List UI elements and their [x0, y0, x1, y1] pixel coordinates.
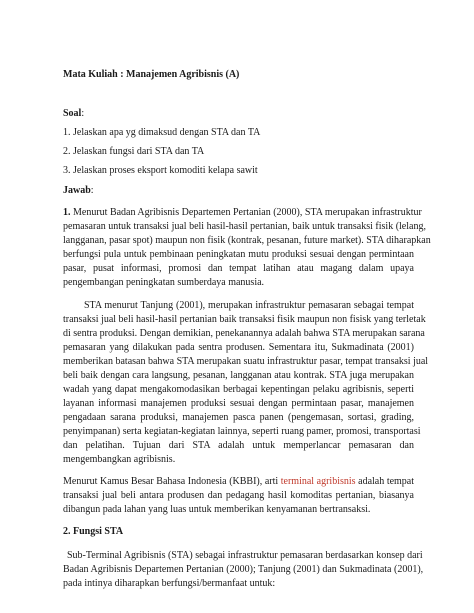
paragraph-line: transaksi jual beli antara produsen dan pedagang hasil komoditas pertanian, biasanya — [63, 490, 414, 501]
paragraph-text: adalah tempat — [358, 476, 415, 487]
soal-label: Soal — [63, 108, 82, 119]
paragraph-line: layanan informasi manajemen produksi sesuai dengan permintaan pasar, manajemen — [63, 398, 414, 409]
jawab-label: Jawab — [63, 185, 91, 196]
paragraph-line — [63, 476, 414, 488]
question-item: 2. Jelaskan fungsi dari STA dan TA — [63, 146, 205, 157]
paragraph-line: Sub-Terminal Agribisnis (STA) sebagai infrastruktur pemasaran berdasarkan konsep dari — [67, 550, 423, 561]
paragraph-line: pengembangan peningkatan sumberdaya manusia. — [63, 277, 265, 288]
course-title: Mata Kuliah : Manajemen Agribisnis (A) — [63, 69, 240, 80]
paragraph-line: memberikan batasan bahwa STA merupakan suatu infrastruktur pasar, tempat transaksi jual — [63, 356, 429, 367]
question-item: 1. Jelaskan apa yg dimaksud dengan STA dan TA — [63, 127, 261, 138]
soal-colon: : — [81, 108, 85, 119]
paragraph-line: Badan Agribisnis Departemen Pertanian (2000); Tanjung (2001) dan Sukmadinata (2001), — [63, 564, 424, 575]
paragraph-line: pengadaan sarana produksi, manajemen pasca panen (pengemasan, sortasi, grading, — [63, 412, 414, 423]
paragraph-line: pada intinya diharapkan berfungsi/bermanfaat untuk: — [63, 578, 276, 589]
paragraph-line — [63, 207, 422, 219]
paragraph-line: transaksi jual beli hasil-hasil pertanian baik transaksi fisik maupun non fisisk yang terletak — [63, 314, 426, 325]
paragraph-line: beli baik dengan cara langsung, pesanan, langganan atau kontrak. STA juga merupakan — [63, 370, 414, 381]
paragraph-line: STA menurut Tanjung (2001), merupakan infrastruktur pemasaran sebagai tempat — [84, 300, 414, 311]
paragraph-line: dibangun pada lahan yang luas untuk memberikan kenyamanan bertransaksi. — [63, 504, 371, 515]
paragraph-line: berfungsi pula untuk pembinaan peningkatan mutu produksi sesuai dengan permintaan — [63, 249, 414, 260]
paragraph-text: Menurut Kamus Besar Bahasa Indonesia (KBBI), arti — [63, 476, 279, 487]
paragraph-line: mengembangkan agribisnis. — [63, 454, 176, 465]
soal-heading — [63, 108, 84, 120]
paragraph-line: di sentra produksi. Dengan demikian, penekanannya adalah bahwa STA merupakan sarana — [63, 328, 425, 339]
paragraph-line: dan pelatihan. Tujuan dari STA adalah untuk memperlancar pemasaran dan — [63, 440, 414, 451]
section-heading-fungsi-sta: 2. Fungsi STA — [63, 526, 124, 537]
highlighted-term: terminal agribisnis — [280, 476, 356, 487]
answer-number: 1. — [63, 207, 71, 218]
paragraph-text: Menurut Badan Agribisnis Departemen Pertanian (2000), STA merupakan infrastruktur — [73, 207, 422, 218]
paragraph-line: pemasaran untuk transaksi jual beli hasil-hasil pertanian, baik untuk transaksi fisik (lelang, — [63, 221, 426, 232]
jawab-colon: : — [90, 185, 94, 196]
question-item: 3. Jelaskan proses eksport komoditi kelapa sawit — [63, 165, 258, 176]
paragraph-line: langganan, pasar spot) maupun non fisik (kontrak, pesanan, future market). STA diharapkan — [63, 235, 431, 246]
paragraph-line: wadah yang dapat mengakomodasikan berbagai kepentingan pelaku agribisnis, seperti — [63, 384, 414, 395]
paragraph-line: pemasaran yang dilakukan pada sentra produsen. Sementara itu, Sukmadinata (2001) — [63, 342, 414, 353]
paragraph-line: pasar, pusat informasi, promosi dan tempat latihan atau magang dalam upaya — [63, 263, 414, 274]
paragraph-line: penyimpanan) serta kegiatan-kegiatan lainnya, seperti ruang pamer, promosi, transportasi — [63, 426, 421, 437]
jawab-heading — [63, 185, 94, 197]
